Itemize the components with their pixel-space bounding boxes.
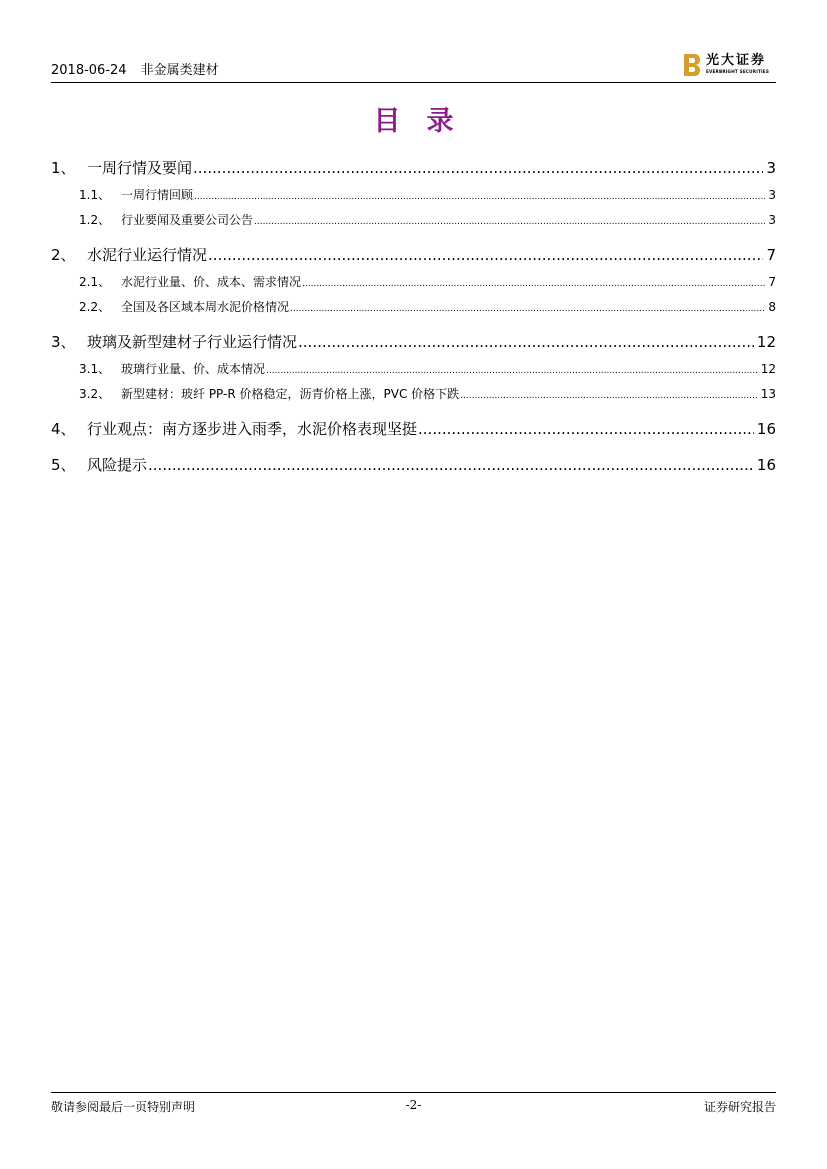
toc-leader-dots: [418, 419, 754, 439]
toc-entry-title: 玻璃行业量、价、成本情况: [121, 362, 266, 376]
toc-leader-dots: [266, 361, 758, 379]
toc-entry-number: 1、: [51, 159, 76, 177]
toc-entry-number: 3.1、: [79, 362, 111, 376]
toc-leader-dots: [254, 212, 765, 230]
toc-entry-page: 7: [768, 275, 776, 289]
toc-leader-dots: [298, 332, 754, 352]
toc-entry-number: 2.2、: [79, 300, 111, 314]
toc-entry-title: 行业要闻及重要公司公告: [121, 213, 254, 227]
toc-entry-page: 16: [756, 420, 776, 438]
toc-entry-title: 全国及各区域本周水泥价格情况: [121, 300, 290, 314]
toc-entry-title: 一周行情回顾: [121, 188, 194, 202]
toc-entry-2-2[interactable]: [51, 299, 776, 315]
toc-entry-3-2[interactable]: [51, 386, 776, 402]
toc-entry-number: 2.1、: [79, 275, 111, 289]
header-info: [51, 63, 219, 79]
toc-entry-page: 13: [760, 387, 776, 401]
toc-leader-dots: [193, 158, 763, 178]
toc-entry-page: 12: [760, 362, 776, 376]
toc-entry-page: 3: [768, 213, 776, 227]
toc-entry-page: 3: [768, 188, 776, 202]
report-date: 2018-06-24: [51, 63, 127, 78]
toc-entry-number: 3、: [51, 333, 76, 351]
toc-leader-dots: [148, 455, 754, 475]
toc-entry-page: 3: [766, 159, 776, 177]
toc-entry-2[interactable]: [51, 245, 776, 265]
toc-leader-dots: [460, 386, 758, 404]
page-footer: [51, 1092, 776, 1123]
toc-entry-5[interactable]: [51, 455, 776, 475]
toc-leader-dots: [290, 299, 765, 317]
page-header: [51, 52, 776, 83]
toc-entry-number: 5、: [51, 456, 76, 474]
toc-entry-title: 水泥行业运行情况: [87, 246, 208, 264]
toc-leader-dots: [208, 245, 763, 265]
toc-entry-title: 水泥行业量、价、成本、需求情况: [121, 275, 302, 289]
toc-leader-dots: [302, 274, 765, 292]
toc-entry-page: 12: [756, 333, 776, 351]
toc-entry-1-1[interactable]: [51, 187, 776, 203]
toc-entry-4[interactable]: [51, 419, 776, 439]
logo-english-name: EVERBRIGHT SECURITIES: [706, 69, 770, 74]
footer-report-type: 证券研究报告: [703, 1100, 776, 1114]
toc-entry-3[interactable]: [51, 332, 776, 352]
toc-entry-number: 1.1、: [79, 188, 111, 202]
everbright-logo-icon: [684, 54, 700, 76]
toc-entry-number: 4、: [51, 420, 76, 438]
toc-entry-page: 8: [768, 300, 776, 314]
toc-leader-dots: [194, 187, 765, 205]
toc-entry-1-2[interactable]: [51, 212, 776, 228]
toc-entry-number: 1.2、: [79, 213, 111, 227]
toc-entry-2-1[interactable]: [51, 274, 776, 290]
footer-disclaimer-note: 敬请参阅最后一页特别声明: [51, 1100, 196, 1114]
toc-entry-1[interactable]: [51, 158, 776, 178]
toc-entry-3-1[interactable]: [51, 361, 776, 377]
toc-entry-page: 16: [756, 456, 776, 474]
toc-entry-number: 2、: [51, 246, 76, 264]
toc-entry-title: 行业观点：南方逐步进入雨季，水泥价格表现坚挺: [87, 420, 418, 438]
toc-entry-title: 新型建材：玻纤 PP-R 价格稳定，沥青价格上涨，PVC 价格下跌: [121, 387, 460, 401]
toc-entry-title: 风险提示: [87, 456, 148, 474]
toc-entry-title: 一周行情及要闻: [87, 159, 193, 177]
page-number: -2-: [405, 1098, 422, 1112]
logo-chinese-name: 光大证券: [706, 53, 767, 68]
toc-entry-title: 玻璃及新型建材子行业运行情况: [87, 333, 298, 351]
company-logo: [684, 52, 776, 78]
toc-entry-page: 7: [766, 246, 776, 264]
toc-title: 目录: [373, 106, 480, 137]
report-sector: 非金属类建材: [140, 63, 219, 78]
toc-entry-number: 3.2、: [79, 387, 111, 401]
